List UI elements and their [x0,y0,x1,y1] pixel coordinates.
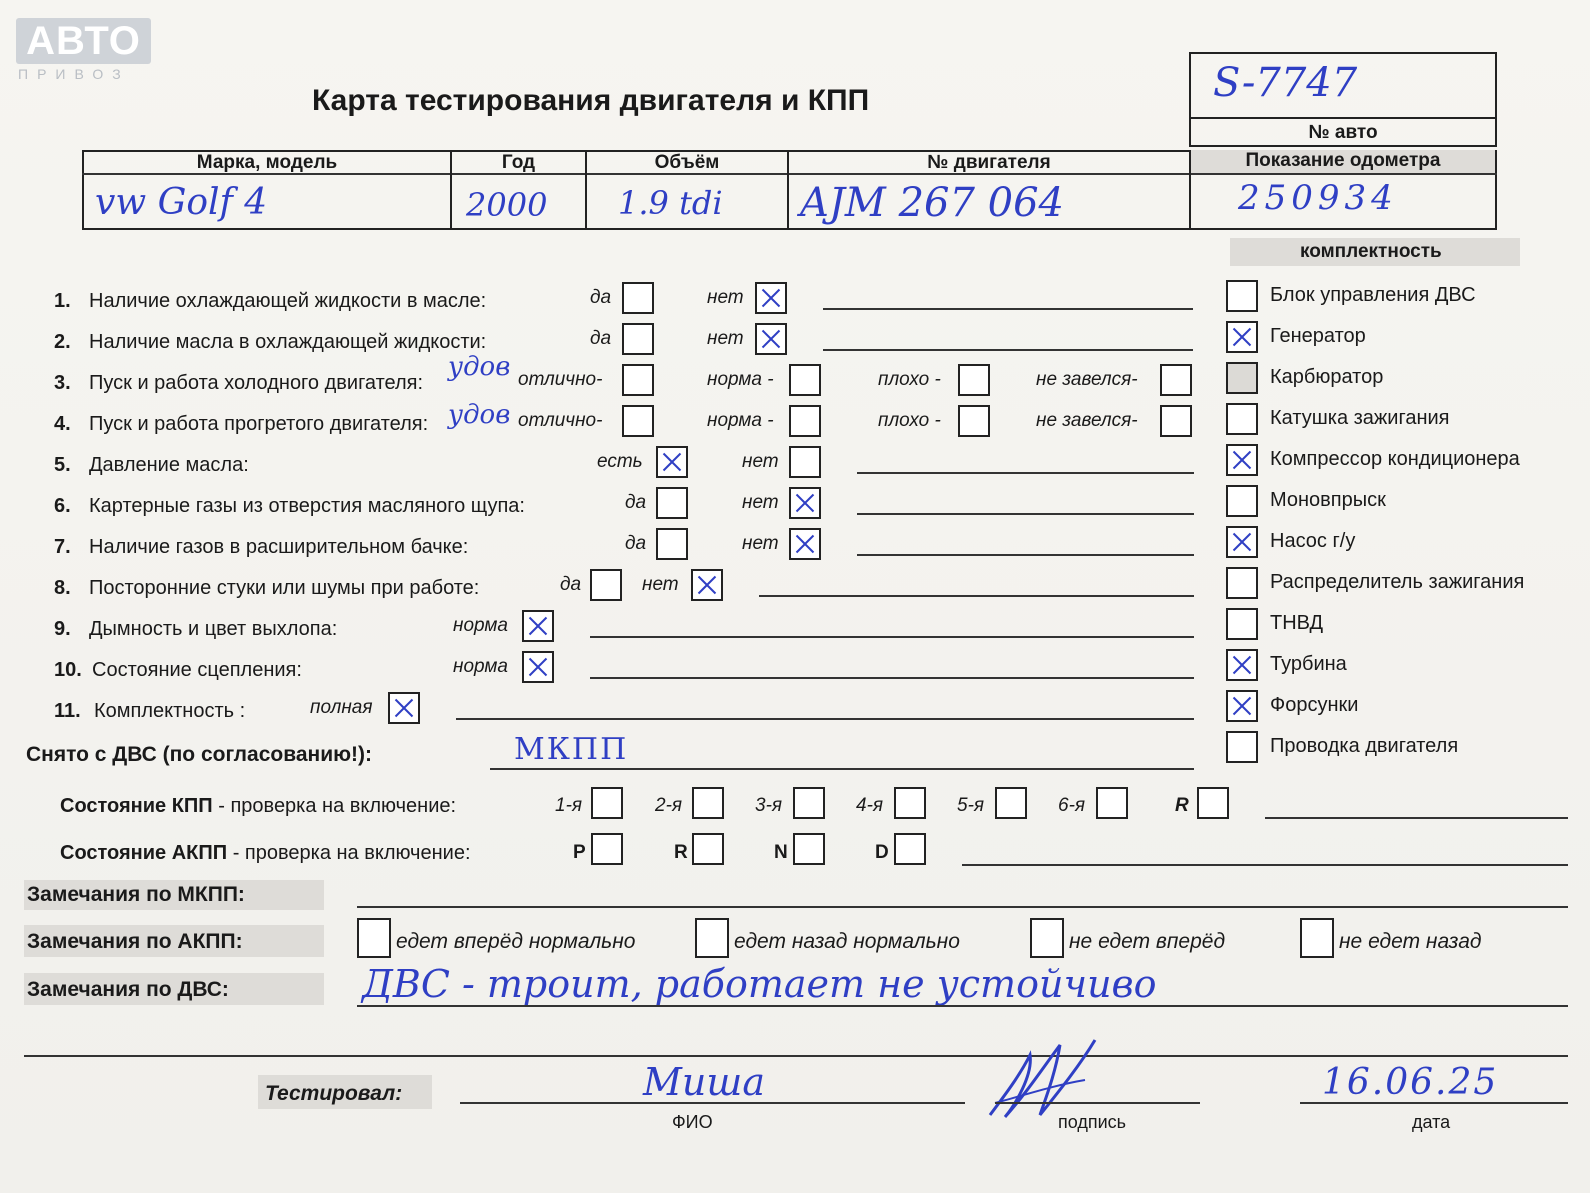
kit-checkbox-tnvd[interactable] [1226,608,1258,640]
q5-text: Давление масла: [89,454,249,476]
q10-text: Состояние сцепления: [92,659,302,681]
header-brand: Марка, модель [196,152,338,173]
q3-ne-zavelsya-label: не завелся- [1036,369,1138,390]
q2-net-label: нет [707,328,744,349]
kit-label-power-steering-pump: Насос г/у [1270,530,1356,552]
value-year: 2000 [466,186,548,224]
kpp-note-line [1265,817,1568,819]
kit-label-turbine: Турбина [1270,653,1347,675]
akpp-note-line [962,864,1568,866]
q2-note-line [823,349,1193,351]
avto-logo-subtitle: ПРИВОЗ [18,66,130,82]
q3-norma-label: норма - [707,369,774,390]
kpp-gear-2-label: 2-я [655,795,683,816]
q2-da-checkbox[interactable] [622,323,654,355]
car-number-label-cell [1189,117,1497,147]
kpp-gear-4-label: 4-я [856,795,884,816]
akpp-no-forward-checkbox[interactable] [1030,918,1064,958]
car-number-value: S-7747 [1213,60,1358,106]
q4-note: удов [448,400,511,430]
tested-label: Тестировал: [265,1082,403,1105]
q3-ploho-label: плохо - [878,369,941,390]
akpp-gear-r-checkbox[interactable] [692,833,724,865]
kit-label-carburetor: Карбюратор [1270,366,1384,388]
q10-norma-label: норма [453,656,508,677]
akpp-forward-ok-label: едет вперёд нормально [396,930,636,953]
header-year: Год [501,152,536,173]
akpp-gear-p-checkbox[interactable] [591,833,623,865]
q8-text: Посторонние стуки или шумы при работе: [89,577,480,599]
header-engine-no: № двигателя [927,152,1051,173]
q8-note-line [759,595,1194,597]
q7-da-label: да [625,533,647,554]
kpp-gear-5-label: 5-я [957,795,985,816]
q5-number: 5. [54,454,71,476]
card-title: Карта тестирования двигателя и КПП [312,84,870,117]
removed-label: Снято с ДВС (по согласованию!): [26,743,373,766]
tested-name-line [460,1102,965,1104]
value-brand: vw Golf 4 [95,182,268,223]
q11-number: 11. [54,700,81,722]
value-engine-no: AJM 267 064 [800,180,1065,226]
date-line [1300,1102,1568,1104]
q3-norma-checkbox[interactable] [789,364,821,396]
q1-note-line [823,308,1193,310]
value-volume: 1.9 tdi [618,184,723,222]
q7-da-checkbox[interactable] [656,528,688,560]
q7-text: Наличие газов в расширительном бачке: [89,536,469,558]
kit-label-generator: Генератор [1270,325,1366,347]
q3-note: удов [448,352,511,382]
akpp-label-bold: Состояние АКПП [60,842,228,864]
akpp-gear-d-checkbox[interactable] [894,833,926,865]
kit-checkbox-generator[interactable] [1226,321,1258,353]
q5-net-checkbox[interactable] [789,446,821,478]
akpp-gear-n-label: N [774,842,788,863]
q4-ploho-checkbox[interactable] [958,405,990,437]
tested-fio-label: ФИО [672,1112,713,1132]
remarks-extra-line [24,1055,1568,1057]
q6-text: Картерные газы из отверстия масляного щупа: [89,495,525,517]
remarks-mkpp-line [357,906,1568,908]
kit-checkbox-injectors[interactable] [1226,690,1258,722]
q8-number: 8. [54,577,71,599]
kpp-label-rest: - проверка на включение: [212,795,457,817]
header-odometer: Показание одометра [1245,150,1441,171]
q6-da-checkbox[interactable] [656,487,688,519]
akpp-no-back-checkbox[interactable] [1300,918,1334,958]
q7-number: 7. [54,536,71,558]
q4-ploho-label: плохо - [878,410,941,431]
kpp-gear-r-checkbox[interactable] [1197,787,1229,819]
kpp-gear-3-checkbox[interactable] [793,787,825,819]
q1-net-label: нет [707,287,744,308]
remarks-dvs-value: ДВС - троит, работает не устойчиво [362,962,1157,1006]
kpp-gear-6-label: 6-я [1058,795,1086,816]
akpp-gear-d-label: D [875,842,889,863]
signature-line [995,1102,1200,1104]
kit-label-ecu: Блок управления ДВС [1270,284,1476,306]
kit-label-monoinjection: Моновпрыск [1270,489,1386,511]
remarks-dvs-label: Замечания по ДВС: [27,978,229,1001]
q11-text: Комплектность : [94,700,246,722]
kit-label-ignition-coil: Катушка зажигания [1270,407,1450,429]
q3-ploho-checkbox[interactable] [958,364,990,396]
q11-polnaya-label: полная [310,697,373,718]
kit-checkbox-ac-compressor[interactable] [1226,444,1258,476]
q5-note-line [857,472,1194,474]
q2-text: Наличие масла в охлаждающей жидкости: [89,331,487,353]
q4-norma-label: норма - [707,410,774,431]
q2-number: 2. [54,331,71,353]
car-number-box [1189,52,1497,119]
q3-otlichno-label: отлично- [518,369,603,390]
q4-text: Пуск и работа прогретого двигателя: [89,413,429,435]
q8-da-label: да [560,574,582,595]
q9-number: 9. [54,618,71,640]
q9-text: Дымность и цвет выхлопа: [89,618,338,640]
q3-number: 3. [54,372,71,394]
akpp-no-forward-label: не едет вперёд [1069,930,1226,953]
tested-name: Миша [643,1060,766,1104]
akpp-back-ok-label: едет назад нормально [734,930,960,953]
q1-da-checkbox[interactable] [622,282,654,314]
q10-norma-checkbox[interactable] [522,651,554,683]
kpp-gear-6-checkbox[interactable] [1096,787,1128,819]
kit-checkbox-monoinjection[interactable] [1226,485,1258,517]
removed-line [490,768,1194,770]
value-odometer: 250934 [1238,178,1398,218]
q8-net-checkbox[interactable] [691,569,723,601]
header-volume: Объём [654,152,720,173]
tested-date: 16.06.25 [1322,1062,1499,1103]
q10-note-line [590,677,1194,679]
q6-note-line [857,513,1194,515]
q2-da-label: да [590,328,612,349]
kit-label-engine-wiring: Проводка двигателя [1270,735,1459,757]
kit-checkbox-ecu[interactable] [1226,280,1258,312]
kit-label-injectors: Форсунки [1270,694,1359,716]
q11-note-line [456,718,1194,720]
q4-otlichno-label: отлично- [518,410,603,431]
kpp-gear-2-checkbox[interactable] [692,787,724,819]
kit-checkbox-turbine[interactable] [1226,649,1258,681]
kpp-gear-r-label: R [1175,795,1189,816]
kpp-gear-4-checkbox[interactable] [894,787,926,819]
kit-checkbox-engine-wiring[interactable] [1226,731,1258,763]
q2-net-checkbox[interactable] [755,323,787,355]
kpp-gear-3-label: 3-я [755,795,783,816]
akpp-forward-ok-checkbox[interactable] [357,918,391,958]
kit-label-tnvd: ТНВД [1270,612,1324,634]
q4-ne-zavelsya-checkbox[interactable] [1160,405,1192,437]
q8-net-label: нет [642,574,679,595]
avto-logo: АВТО [16,18,151,64]
kit-label-distributor: Распределитель зажигания [1270,571,1525,593]
q9-norma-label: норма [453,615,508,636]
akpp-gear-p-label: P [573,842,586,863]
q6-net-label: нет [742,492,779,513]
q9-norma-checkbox[interactable] [522,610,554,642]
kpp-gear-5-checkbox[interactable] [995,787,1027,819]
q6-number: 6. [54,495,71,517]
akpp-gear-n-checkbox[interactable] [793,833,825,865]
kit-checkbox-distributor[interactable] [1226,567,1258,599]
akpp-no-back-label: не едет назад [1339,930,1482,953]
q1-da-label: да [590,287,612,308]
kit-checkbox-power-steering-pump[interactable] [1226,526,1258,558]
q7-net-label: нет [742,533,779,554]
q3-ne-zavelsya-checkbox[interactable] [1160,364,1192,396]
kit-checkbox-ignition-coil[interactable] [1226,403,1258,435]
q1-number: 1. [54,290,71,312]
q7-note-line [857,554,1194,556]
q4-ne-zavelsya-label: не завелся- [1036,410,1138,431]
q10-number: 10. [54,659,82,681]
kpp-gear-1-checkbox[interactable] [591,787,623,819]
q6-da-label: да [625,492,647,513]
q5-est-label: есть [597,451,643,472]
remarks-dvs-line [357,1005,1568,1007]
q11-polnaya-checkbox[interactable] [388,692,420,724]
remarks-akpp-label: Замечания по АКПП: [27,930,243,953]
q1-net-checkbox[interactable] [755,282,787,314]
akpp-label-rest: - проверка на включение: [227,842,471,864]
q8-da-checkbox[interactable] [590,569,622,601]
akpp-back-ok-checkbox[interactable] [695,918,729,958]
removed-value: МКПП [514,732,629,767]
q9-note-line [590,636,1194,638]
car-number-label: № авто [1308,122,1378,143]
kit-checkbox-carburetor[interactable] [1226,362,1258,394]
q7-net-checkbox[interactable] [789,528,821,560]
q3-text: Пуск и работа холодного двигателя: [89,372,424,394]
kit-label-ac-compressor: Компрессор кондиционера [1270,448,1520,470]
q1-text: Наличие охлаждающей жидкости в масле: [89,290,487,312]
q4-norma-checkbox[interactable] [789,405,821,437]
kpp-gear-1-label: 1-я [555,795,583,816]
tested-sign-label: подпись [1058,1112,1127,1132]
q3-otlichno-checkbox[interactable] [622,364,654,396]
tested-date-label: дата [1412,1112,1451,1132]
kit-title: комплектность [1300,241,1442,262]
q5-est-checkbox[interactable] [656,446,688,478]
remarks-mkpp-label: Замечания по МКПП: [27,883,245,906]
q5-net-label: нет [742,451,779,472]
akpp-gear-r-label: R [674,842,688,863]
q6-net-checkbox[interactable] [789,487,821,519]
q4-number: 4. [54,413,71,435]
q4-otlichno-checkbox[interactable] [622,405,654,437]
akpp-label [60,842,471,865]
kpp-label [60,795,456,818]
kpp-label-bold: Состояние КПП [60,795,213,817]
